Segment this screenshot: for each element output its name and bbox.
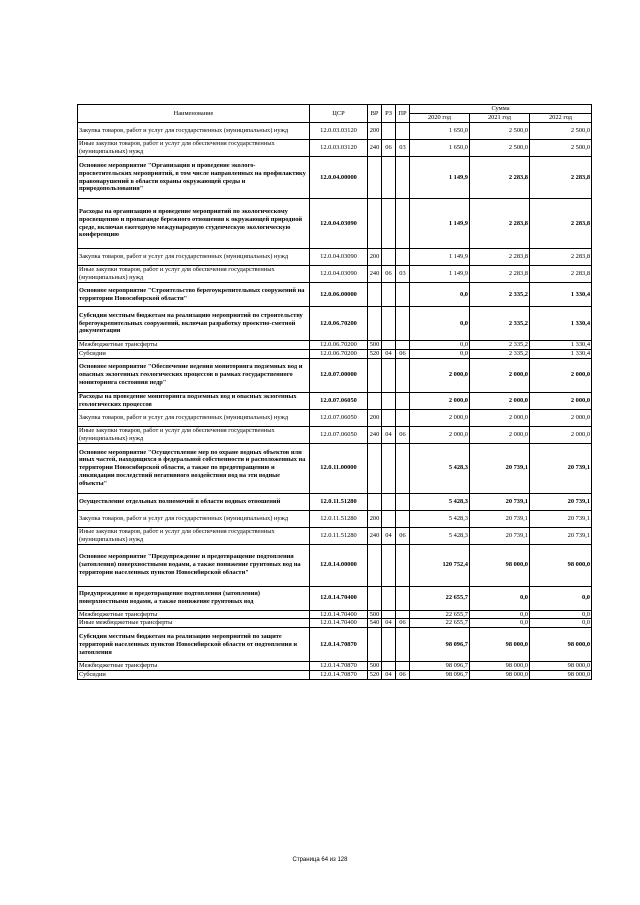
table-cell-vr: 240 — [368, 527, 382, 544]
table-cell-pr — [396, 628, 410, 662]
table-cell-vr — [368, 392, 382, 409]
table-cell-rz — [382, 443, 396, 493]
table-cell-2021: 2 335,2 — [470, 349, 530, 358]
table-cell-2021: 2 283,8 — [470, 249, 530, 266]
table-cell-name: Субсидии местным бюджетам на реализацию мероприятий по защите территорий населенных пунктов Новосибирской области от подтопления и затопления — [78, 628, 310, 662]
table-cell-2021: 2 335,2 — [470, 307, 530, 341]
table-cell-csr: 12.0.04.03090 — [310, 249, 368, 266]
table-row — [78, 199, 592, 249]
table-cell-2020: 5 428,3 — [410, 510, 470, 527]
table-cell-pr: 03 — [396, 140, 410, 157]
table-cell-2022: 20 739,1 — [530, 493, 592, 510]
table-cell-2022: 2 000,0 — [530, 358, 592, 392]
table-row — [78, 140, 592, 157]
table-cell-csr: 12.0.04.03090 — [310, 266, 368, 283]
table-cell-rz: 04 — [382, 619, 396, 628]
table-cell-2021: 2 283,8 — [470, 157, 530, 199]
table-cell-2022: 0,0 — [530, 619, 592, 628]
table-cell-rz: 04 — [382, 670, 396, 679]
table-cell-name: Основное мероприятие "Предупреждение и предотвращение подтопления (затопления) поверхностными водами, а также понижение грунтовых вод на территории населенных пунктов Новосибирской области" — [78, 544, 310, 586]
table-cell-csr: 12.0.14.70870 — [310, 670, 368, 679]
table-cell-rz — [382, 628, 396, 662]
table-cell-csr: 12.0.04.03090 — [310, 199, 368, 249]
table-cell-rz: 06 — [382, 140, 396, 157]
table-row — [78, 157, 592, 199]
header-vr: ВР — [368, 105, 382, 123]
table-cell-pr — [396, 123, 410, 140]
table-cell-rz — [382, 249, 396, 266]
table-cell-name: Основное мероприятие "Осуществление мер по охране водных объектов или иных частей, находящихся в федеральной собственности и расположенных на территории Новосибирской области, а также по предотвращению и ликвидации последствий негативного воздействия вод на эти водные объекты" — [78, 443, 310, 493]
table-cell-pr — [396, 249, 410, 266]
table-cell-2022: 20 739,1 — [530, 510, 592, 527]
table-cell-2020: 1 149,9 — [410, 199, 470, 249]
table-cell-2022: 2 500,0 — [530, 123, 592, 140]
table-cell-2020: 5 428,3 — [410, 493, 470, 510]
header-rz: РЗ — [382, 105, 396, 123]
table-cell-rz — [382, 157, 396, 199]
table-cell-2022: 2 000,0 — [530, 392, 592, 409]
table-cell-2020: 0,0 — [410, 341, 470, 350]
table-cell-pr — [396, 544, 410, 586]
table-row — [78, 409, 592, 426]
table-cell-pr — [396, 341, 410, 350]
table-cell-vr: 240 — [368, 426, 382, 443]
table-cell-rz — [382, 586, 396, 610]
table-cell-csr: 12.0.06.70200 — [310, 341, 368, 350]
table-cell-2020: 98 096,7 — [410, 662, 470, 671]
table-cell-2022: 0,0 — [530, 610, 592, 619]
table-cell-2020: 22 655,7 — [410, 586, 470, 610]
table-cell-rz — [382, 662, 396, 671]
table-cell-name: Расходы на проведение мониторинга подземных вод и опасных экзогенных геологических процессов — [78, 392, 310, 409]
table-cell-rz — [382, 610, 396, 619]
table-cell-rz — [382, 199, 396, 249]
page-number: Страница 64 из 128 — [292, 857, 348, 863]
table-cell-vr: 240 — [368, 266, 382, 283]
table-cell-2022: 20 739,1 — [530, 443, 592, 493]
table-cell-csr: 12.0.07.06050 — [310, 426, 368, 443]
table-cell-2020: 0,0 — [410, 307, 470, 341]
table-cell-2021: 20 739,1 — [470, 510, 530, 527]
table-cell-csr: 12.0.07.00000 — [310, 358, 368, 392]
table-cell-2020: 2 000,0 — [410, 358, 470, 392]
table-cell-rz — [382, 123, 396, 140]
table-cell-csr: 12.0.14.70870 — [310, 662, 368, 671]
table-cell-name: Межбюджетные трансферты — [78, 662, 310, 671]
table-cell-rz — [382, 409, 396, 426]
table-row — [78, 443, 592, 493]
header-2022: 2022 год — [530, 114, 592, 123]
table-row — [78, 586, 592, 610]
table-cell-csr: 12.0.07.06050 — [310, 392, 368, 409]
table-row — [78, 266, 592, 283]
table-cell-2022: 0,0 — [530, 586, 592, 610]
table-cell-csr: 12.0.03.03120 — [310, 123, 368, 140]
table-cell-name: Субсидии — [78, 670, 310, 679]
table-cell-pr: 06 — [396, 670, 410, 679]
table-body — [78, 123, 592, 680]
table-cell-vr — [368, 157, 382, 199]
table-cell-2020: 120 752,4 — [410, 544, 470, 586]
table-cell-vr: 520 — [368, 349, 382, 358]
table-cell-2020: 0,0 — [410, 283, 470, 307]
table-row — [78, 249, 592, 266]
table-cell-2020: 2 000,0 — [410, 409, 470, 426]
header-2020: 2020 год — [410, 114, 470, 123]
table-cell-2021: 2 000,0 — [470, 392, 530, 409]
table-cell-2021: 2 335,2 — [470, 283, 530, 307]
table-cell-csr: 12.0.11.51280 — [310, 493, 368, 510]
header-pr: ПР — [396, 105, 410, 123]
table-cell-name: Закупка товаров, работ и услуг для государственных (муниципальных) нужд — [78, 249, 310, 266]
table-cell-name: Предупреждение и предотвращение подтопления (затопления) поверхностными водами, а также понижение грунтовых вод — [78, 586, 310, 610]
table-cell-2021: 98 000,0 — [470, 662, 530, 671]
table-cell-name: Иные закупки товаров, работ и услуг для обеспечения государственных (муниципальных) нужд — [78, 140, 310, 157]
table-cell-vr: 540 — [368, 619, 382, 628]
table-cell-vr: 200 — [368, 249, 382, 266]
table-cell-2021: 0,0 — [470, 619, 530, 628]
table-cell-pr — [396, 493, 410, 510]
table-cell-pr — [396, 199, 410, 249]
table-row — [78, 123, 592, 140]
table-cell-2021: 2 335,2 — [470, 341, 530, 350]
table-cell-rz: 06 — [382, 266, 396, 283]
table-row — [78, 527, 592, 544]
table-row — [78, 662, 592, 671]
table-row — [78, 307, 592, 341]
table-cell-2020: 2 000,0 — [410, 392, 470, 409]
table-cell-vr: 520 — [368, 670, 382, 679]
table-cell-name: Закупка товаров, работ и услуг для государственных (муниципальных) нужд — [78, 123, 310, 140]
table-row — [78, 358, 592, 392]
table-cell-csr: 12.0.07.06050 — [310, 409, 368, 426]
table-cell-vr — [368, 586, 382, 610]
table-cell-pr — [396, 283, 410, 307]
table-cell-rz — [382, 283, 396, 307]
table-cell-vr: 200 — [368, 409, 382, 426]
table-cell-pr: 06 — [396, 349, 410, 358]
table-cell-2020: 22 655,7 — [410, 619, 470, 628]
table-cell-csr: 12.0.04.00000 — [310, 157, 368, 199]
table-row — [78, 510, 592, 527]
table-cell-2020: 98 096,7 — [410, 628, 470, 662]
table-cell-2020: 2 000,0 — [410, 426, 470, 443]
table-cell-name: Межбюджетные трансферты — [78, 341, 310, 350]
table-cell-2020: 22 655,7 — [410, 610, 470, 619]
table-cell-name: Субсидии — [78, 349, 310, 358]
table-row — [78, 619, 592, 628]
table-cell-2020: 98 096,7 — [410, 670, 470, 679]
table-cell-2021: 20 739,1 — [470, 527, 530, 544]
table-cell-csr: 12.0.14.70400 — [310, 586, 368, 610]
table-cell-2022: 2 283,8 — [530, 199, 592, 249]
table-cell-vr — [368, 544, 382, 586]
table-cell-2022: 1 330,4 — [530, 307, 592, 341]
table-cell-vr — [368, 358, 382, 392]
table-row — [78, 670, 592, 679]
table-cell-2020: 0,0 — [410, 349, 470, 358]
table-cell-vr: 200 — [368, 510, 382, 527]
budget-table — [77, 104, 592, 680]
table-cell-vr — [368, 443, 382, 493]
table-cell-pr — [396, 586, 410, 610]
table-cell-2022: 98 000,0 — [530, 662, 592, 671]
table-cell-2022: 2 283,8 — [530, 266, 592, 283]
table-cell-2021: 20 739,1 — [470, 443, 530, 493]
table-cell-pr — [396, 307, 410, 341]
table-cell-pr: 06 — [396, 619, 410, 628]
table-cell-rz: 04 — [382, 426, 396, 443]
header-name: Наименование — [78, 105, 310, 123]
table-row — [78, 349, 592, 358]
table-cell-csr: 12.0.14.00000 — [310, 544, 368, 586]
table-cell-name: Иные закупки товаров, работ и услуг для обеспечения государственных (муниципальных) нужд — [78, 426, 310, 443]
table-cell-pr — [396, 510, 410, 527]
table-cell-csr: 12.0.14.70870 — [310, 628, 368, 662]
table-cell-pr — [396, 157, 410, 199]
table-cell-csr: 12.0.11.00000 — [310, 443, 368, 493]
table-cell-name: Субсидии местным бюджетам на реализацию мероприятий по строительству берегоукрепительных сооружений, включая разработку проектно-сметной документации — [78, 307, 310, 341]
table-cell-name: Иные закупки товаров, работ и услуг для обеспечения государственных (муниципальных) нужд — [78, 266, 310, 283]
table-cell-2020: 1 149,9 — [410, 157, 470, 199]
table-cell-2021: 98 000,0 — [470, 628, 530, 662]
table-cell-vr: 200 — [368, 123, 382, 140]
header-sum: Сумма — [410, 105, 592, 114]
table-cell-name: Основное мероприятие "Строительство берегоукрепительных сооружений на территории Новосибирской области" — [78, 283, 310, 307]
table-cell-pr — [396, 610, 410, 619]
table-cell-pr: 06 — [396, 527, 410, 544]
table-cell-name: Осуществление отдельных полномочий в области водных отношений — [78, 493, 310, 510]
table-cell-rz — [382, 544, 396, 586]
table-row — [78, 544, 592, 586]
table-cell-csr: 12.0.06.00000 — [310, 283, 368, 307]
table-cell-2022: 98 000,0 — [530, 544, 592, 586]
table-cell-vr — [368, 283, 382, 307]
table-cell-2020: 1 650,0 — [410, 123, 470, 140]
table-cell-vr: 500 — [368, 341, 382, 350]
table-cell-2021: 2 000,0 — [470, 358, 530, 392]
table-row — [78, 493, 592, 510]
table-cell-vr — [368, 307, 382, 341]
table-cell-2020: 1 149,9 — [410, 249, 470, 266]
header-csr: ЦСР — [310, 105, 368, 123]
table-row — [78, 283, 592, 307]
table-cell-vr — [368, 628, 382, 662]
table-cell-2022: 2 000,0 — [530, 426, 592, 443]
table-cell-2022: 98 000,0 — [530, 628, 592, 662]
table-cell-2022: 1 330,4 — [530, 349, 592, 358]
table-cell-2022: 1 330,4 — [530, 283, 592, 307]
table-cell-pr — [396, 662, 410, 671]
table-cell-2020: 5 428,3 — [410, 443, 470, 493]
table-cell-pr: 06 — [396, 426, 410, 443]
table-cell-2022: 2 000,0 — [530, 409, 592, 426]
table-cell-csr: 12.0.11.51280 — [310, 510, 368, 527]
table-cell-2021: 2 500,0 — [470, 140, 530, 157]
table-cell-csr: 12.0.03.03120 — [310, 140, 368, 157]
table-cell-2022: 2 283,8 — [530, 249, 592, 266]
table-cell-rz — [382, 341, 396, 350]
table-cell-2021: 2 283,8 — [470, 199, 530, 249]
table-cell-2021: 2 000,0 — [470, 409, 530, 426]
table-cell-rz — [382, 510, 396, 527]
table-cell-rz — [382, 392, 396, 409]
table-cell-name: Основное мероприятие "Обеспечение ведения мониторинга подземных вод и опасных экзогенных геологических процессов в рамках государственного мониторинга состояния недр" — [78, 358, 310, 392]
table-cell-2021: 98 000,0 — [470, 544, 530, 586]
table-cell-2022: 98 000,0 — [530, 670, 592, 679]
table-cell-2021: 0,0 — [470, 610, 530, 619]
table-cell-name: Закупка товаров, работ и услуг для государственных (муниципальных) нужд — [78, 409, 310, 426]
table-cell-pr — [396, 358, 410, 392]
table-cell-2021: 20 739,1 — [470, 493, 530, 510]
table-cell-2020: 1 149,9 — [410, 266, 470, 283]
table-cell-name: Иные закупки товаров, работ и услуг для обеспечения государственных (муниципальных) нужд — [78, 527, 310, 544]
table-row — [78, 392, 592, 409]
table-cell-csr: 12.0.06.70200 — [310, 349, 368, 358]
header-2021: 2021 год — [470, 114, 530, 123]
table-cell-rz: 04 — [382, 527, 396, 544]
table-cell-2021: 2 500,0 — [470, 123, 530, 140]
table-cell-2021: 98 000,0 — [470, 670, 530, 679]
table-cell-2020: 1 650,0 — [410, 140, 470, 157]
table-cell-rz: 04 — [382, 349, 396, 358]
table-cell-csr: 12.0.06.70200 — [310, 307, 368, 341]
table-cell-csr: 12.0.11.51280 — [310, 527, 368, 544]
table-cell-2021: 0,0 — [470, 586, 530, 610]
table-cell-vr — [368, 493, 382, 510]
table-cell-2022: 1 330,4 — [530, 341, 592, 350]
table-cell-vr — [368, 199, 382, 249]
table-cell-name: Межбюджетные трансферты — [78, 610, 310, 619]
table-cell-2022: 20 739,1 — [530, 527, 592, 544]
table-cell-csr: 12.0.14.70400 — [310, 610, 368, 619]
table-cell-pr — [396, 409, 410, 426]
table-cell-name: Расходы на организацию и проведение мероприятий по экологическому просвещению и пропаганде бережного отношения к окружающей природной среде, включая ежегодную международную студенческую экологическую конференцию — [78, 199, 310, 249]
table-cell-pr — [396, 443, 410, 493]
table-cell-2021: 2 000,0 — [470, 426, 530, 443]
table-cell-rz — [382, 493, 396, 510]
table-cell-vr: 240 — [368, 140, 382, 157]
table-cell-2021: 2 283,8 — [470, 266, 530, 283]
table-row — [78, 341, 592, 350]
table-cell-name: Закупка товаров, работ и услуг для государственных (муниципальных) нужд — [78, 510, 310, 527]
table-row — [78, 426, 592, 443]
table-cell-rz — [382, 307, 396, 341]
table-cell-name: Основное мероприятие "Организация и проведение эколого-просветительских мероприятий, в том числе направленных на профилактику правонарушений в области охраны окружающей среды и природопользования" — [78, 157, 310, 199]
table-cell-2022: 2 500,0 — [530, 140, 592, 157]
table-cell-2022: 2 283,8 — [530, 157, 592, 199]
table-cell-csr: 12.0.14.70400 — [310, 619, 368, 628]
table-row — [78, 610, 592, 619]
table-cell-pr — [396, 392, 410, 409]
table-row — [78, 628, 592, 662]
table-cell-rz — [382, 358, 396, 392]
table-cell-vr: 500 — [368, 610, 382, 619]
table-cell-pr: 03 — [396, 266, 410, 283]
table-cell-2020: 5 428,3 — [410, 527, 470, 544]
table-cell-vr: 500 — [368, 662, 382, 671]
table-cell-name: Иные межбюджетные трансферты — [78, 619, 310, 628]
